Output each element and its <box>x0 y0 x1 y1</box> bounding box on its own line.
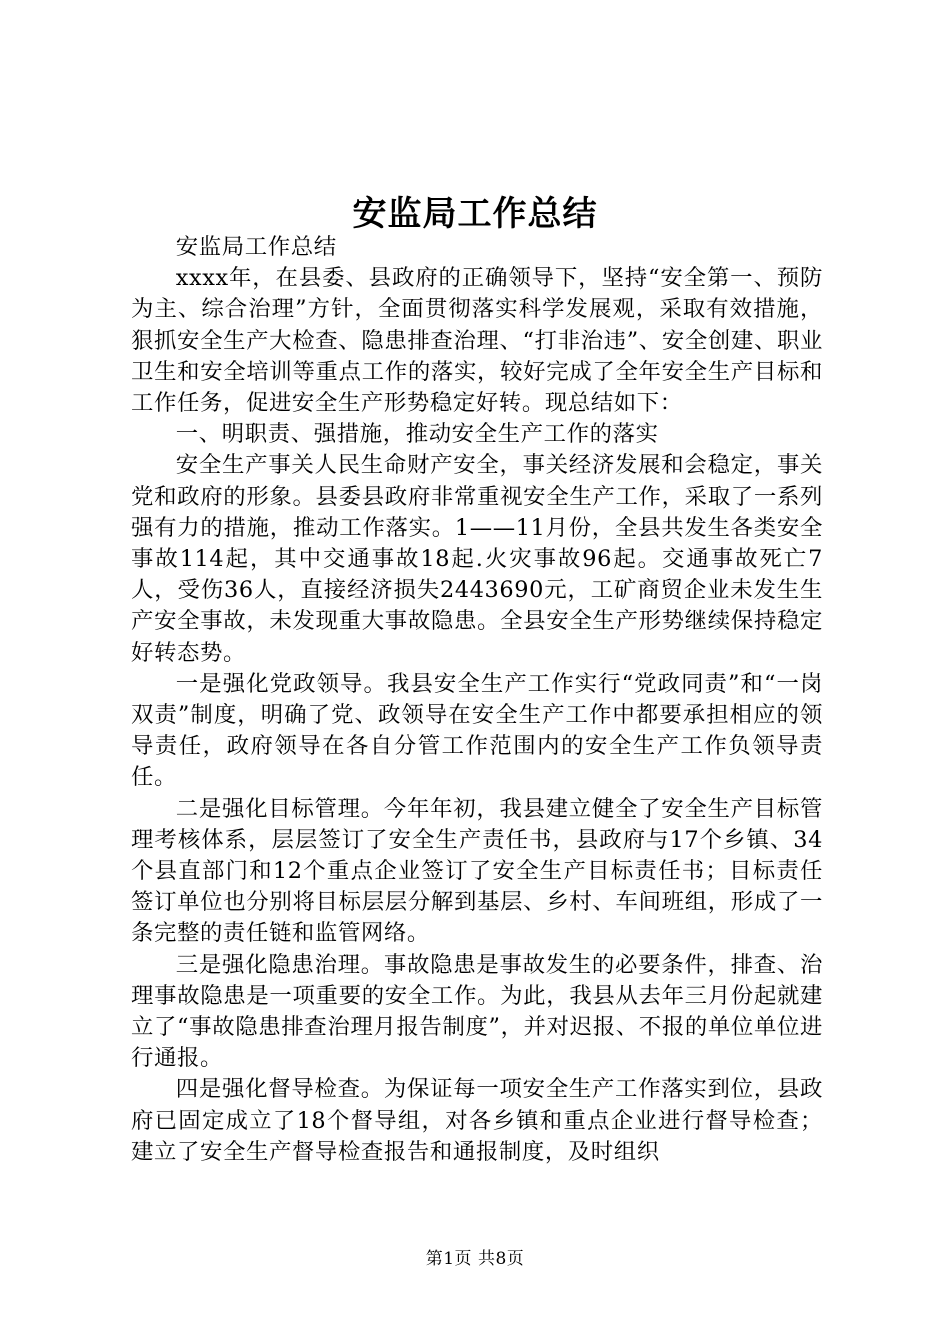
document-title: 安监局工作总结 <box>352 194 598 234</box>
paragraph-point-1: 一是强化党政领导。我县安全生产工作实行“党政同责”和“一岗双责”制度，明确了党、政领导在安全生产工作中都要承担相应的领导责任，政府领导在各自分管工作范围内的安全生产工作负领导责任。 <box>131 670 823 791</box>
paragraph-subtitle: 安监局工作总结 <box>175 234 337 260</box>
paragraph-intro: xxxx年，在县委、县政府的正确领导下，坚持“安全第一、预防为主、综合治理”方针，全面贯彻落实科学发展观，采取有效措施，狠抓安全生产大检查、隐患排查治理、“打非治违”、安全创建、职业卫生和安全培训等重点工作的落实，较好完成了全年安全生产目标和工作任务，促进安全生产形势稳定好转。现总结如下： <box>131 265 823 417</box>
paragraph-point-4: 四是强化督导检查。为保证每一项安全生产工作落实到位，县政府已固定成立了18个督导组，对各乡镇和重点企业进行督导检查；建立了安全生产督导检查报告和通报制度，及时组织 <box>131 1076 823 1165</box>
paragraph-point-3: 三是强化隐患治理。事故隐患是事故发生的必要条件，排查、治理事故隐患是一项重要的安全工作。为此，我县从去年三月份起就建立了“事故隐患排查治理月报告制度”，并对迟报、不报的单位单位进行通报。 <box>131 951 823 1072</box>
paragraph-overview: 安全生产事关人民生命财产安全，事关经济发展和会稳定，事关党和政府的形象。县委县政府非常重视安全生产工作，采取了一系列强有力的措施，推动工作落实。1——11月份，全县共发生各类安全事故114起，其中交通事故18起.火灾事故96起。交通事故死亡7人，受伤36人，直接经济损失2443690元，工矿商贸企业未发生生产安全事故，未发现重大事故隐患。全县安全生产形势继续保持稳定好转态势。 <box>131 452 823 666</box>
page-number: 第1页 共8页 <box>425 1249 525 1269</box>
document-body <box>131 232 823 1168</box>
paragraph-point-2: 二是强化目标管理。今年年初，我县建立健全了安全生产目标管理考核体系，层层签订了安全生产责任书，县政府与17个乡镇、34个县直部门和12个重点企业签订了安全生产目标责任书；目标责任签订单位也分别将目标层层分解到基层、乡村、车间班组，形成了一条完整的责任链和监管网络。 <box>131 795 823 947</box>
section-heading-1: 一、明职责、强措施，推动安全生产工作的落实 <box>175 421 659 448</box>
